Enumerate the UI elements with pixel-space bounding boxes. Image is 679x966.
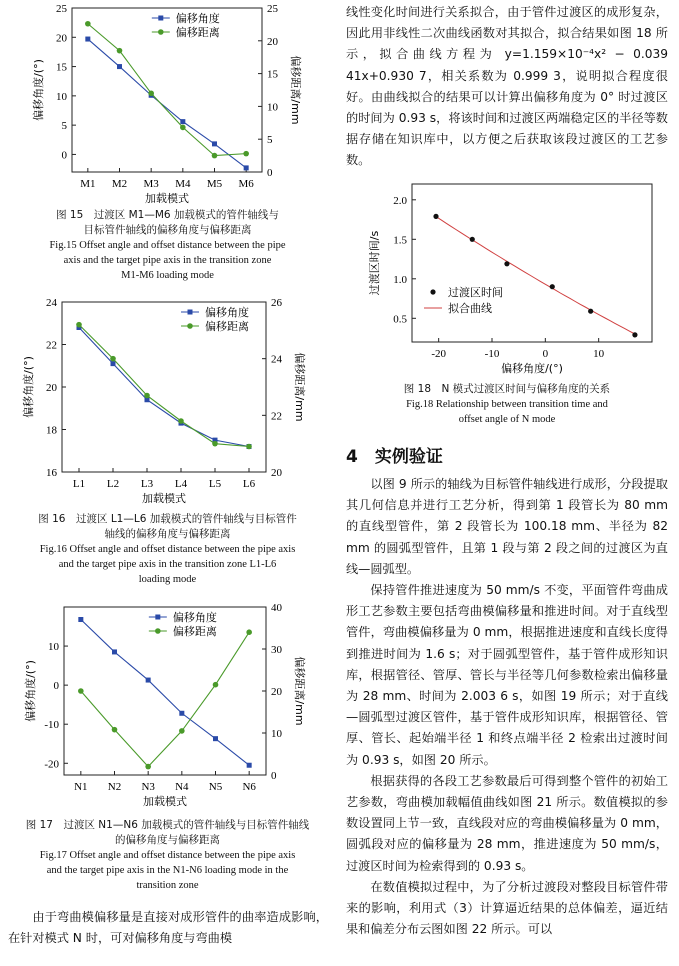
data-point-distance: [246, 444, 252, 450]
y-tick-label: 16: [46, 467, 57, 479]
data-point-distance: [145, 764, 151, 770]
x-tick-label: L1: [72, 478, 86, 490]
data-point-angle: [247, 763, 252, 768]
fig16-caption-en: Fig.16 Offset angle and offset distance between the pipe axis and the target pipe axis in the transition zone L1-L6 loading mode: [39, 544, 296, 585]
data-point: [588, 309, 593, 314]
legend-marker: [155, 628, 161, 634]
legend-label: 过渡区时间: [448, 286, 503, 299]
y2-tick-label: 40: [271, 602, 282, 614]
x-tick-label: N3: [141, 781, 155, 793]
x-tick-label: N2: [107, 781, 122, 793]
paragraph-1: 以图 9 所示的轴线为目标管件轴线进行成形，分段提取其几何信息并进行工艺分析，得到第 1 段管长为 80 mm 的直线型管件，第 2 段管长为 100.18 mm、半径为 82 mm 的圆弧型管件，且第 1 段与第 2 段之间的过渡区为直线—圆弧型。: [346, 477, 668, 576]
data-point-distance: [117, 48, 123, 54]
data-point-distance: [243, 151, 249, 157]
x-tick-label: L6: [242, 478, 256, 490]
y-axis-label: 偏移角度/(°): [24, 660, 37, 722]
fit-curve: [436, 217, 635, 334]
y-tick-label: 10: [56, 90, 67, 103]
series-line-2: [88, 24, 246, 156]
legend-label: 偏移距离: [205, 320, 249, 333]
y2-tick-label: 26: [271, 297, 282, 309]
fig18-chart: [360, 178, 660, 376]
left-bottom-text: 由于弯曲模偏移量是直接对成形管件的曲率造成影响，在针对模式 N 时，可对偏移角度与弯曲模: [8, 910, 328, 946]
fig17-plot: [0, 595, 335, 813]
data-point-angle: [78, 617, 83, 622]
y-tick-label: 22: [46, 339, 57, 352]
legend-marker: [158, 29, 164, 35]
legend-label: 拟合曲线: [448, 302, 492, 315]
section-heading: 4 实例验证: [346, 447, 443, 467]
x-tick-label: M5: [206, 178, 223, 190]
legend-label: 偏移距离: [175, 26, 220, 39]
data-point-distance: [212, 441, 218, 447]
y2-tick-label: 20: [271, 686, 282, 698]
data-point-distance: [144, 393, 150, 399]
paragraph-2: 保持管件推进速度为 50 mm/s 不变，平面管件弯曲成形工艺参数主要包括弯曲模偏移量和推进时间。对于直线型管件，弯曲模偏移量为 0 mm，根据推进速度和直线长度得到推进时间为 1.6 s；对于圆弧型管件，基于管件成形知识库，根据管径、管厚、管长与半径等几何参数检索出偏移量为 28 mm、时间为 2.003 6 s，如图 19 所示；对于直线—圆弧型过渡区管件，基于管件成形知识库，根据管径、管厚、管长、起始端半径 1 和终点端半径 2 检索出过渡时间为 0.93 s，如图 20 所示。: [346, 583, 668, 767]
fig16-caption-zh: 图 16 过渡区 L1—L6 加载模式的管件轴线与目标管件 轴线的偏移角度与偏移距离: [38, 513, 297, 540]
fig17-caption-en: Fig.17 Offset angle and offset distance between the pipe axis and the target pipe axis in the N1-N6 loading mode in the transition zone: [39, 850, 296, 891]
y2-axis-label: 偏移距离/mm: [293, 352, 306, 422]
legend-marker: [188, 310, 193, 315]
data-point-distance: [213, 682, 219, 688]
left-bottom-paragraph: [8, 907, 328, 949]
fig17-chart: [0, 595, 335, 813]
fig16-plot: [0, 292, 335, 510]
right-body: [346, 474, 668, 940]
fig15-chart: [0, 0, 335, 205]
y-tick-label: 25: [56, 3, 67, 15]
fig18-caption-en: Fig.18 Relationship between transition time and offset angle of N mode: [406, 399, 608, 425]
plot-frame: [412, 184, 652, 342]
y2-tick-label: 22: [271, 410, 282, 423]
data-point-angle: [213, 736, 218, 741]
fig18-plot: [360, 178, 660, 376]
x-tick-label: M1: [80, 178, 96, 190]
data-point-distance: [110, 356, 116, 362]
data-point: [433, 214, 438, 219]
y-tick-label: 20: [56, 32, 67, 45]
paragraph-3: 根据获得的各段工艺参数最后可得到整个管件的初始工艺参数，弯曲模加载幅值曲线如图 21 所示。数值模拟的参数设置同上节一致，直线段对应的弯曲模偏移量为 0 mm，圆弧段对应的偏移量为 28 mm，推进速度为 50 mm/s，过渡区时间为检索得到的 0.93 s。: [346, 773, 668, 873]
x-tick-label: L2: [106, 478, 120, 490]
y-tick-label: 20: [46, 382, 57, 394]
data-point-angle: [180, 119, 185, 124]
legend-marker: [158, 16, 163, 21]
legend-label: 偏移角度: [205, 306, 249, 319]
fig17-caption: [0, 818, 335, 893]
data-point-distance: [112, 727, 118, 733]
data-point: [504, 261, 509, 266]
fig15-caption-en: Fig.15 Offset angle and offset distance between the pipe axis and the target pipe axis in the transition zone M1-M6 loading mode: [49, 240, 286, 281]
x-tick-label: M2: [111, 178, 128, 190]
data-point-angle: [111, 361, 116, 366]
paragraph-4: 在数值模拟过程中，为了分析过渡段对整段目标管件带来的影响，利用式（3）计算逼近结果的总体偏差，逼近结果和偏差分布云图如图 22 所示。可以: [346, 879, 668, 937]
x-tick-label: -20: [431, 348, 447, 360]
x-tick-label: M6: [238, 178, 254, 190]
x-tick-label: L4: [174, 478, 188, 490]
x-tick-label: M4: [175, 178, 191, 190]
x-tick-label: -10: [484, 348, 500, 360]
y2-tick-label: 24: [271, 353, 282, 366]
series-line-1: [79, 328, 249, 447]
data-point-distance: [246, 629, 252, 635]
fig18-caption: [346, 382, 668, 427]
y2-tick-label: 10: [271, 728, 282, 740]
series-line-1: [88, 39, 246, 168]
fig15-caption: [0, 208, 335, 283]
y-tick-label: 0.5: [393, 313, 407, 326]
data-point-distance: [212, 153, 218, 159]
y2-tick-label: 0: [271, 770, 277, 782]
legend-marker: [430, 289, 435, 294]
x-tick-label: N5: [208, 781, 223, 793]
series-line-1: [81, 620, 249, 766]
y-tick-label: 10: [48, 641, 59, 654]
y-tick-label: 18: [46, 424, 57, 437]
x-axis-label: 加载模式: [145, 192, 189, 205]
data-point: [470, 237, 475, 242]
legend-label: 偏移角度: [175, 12, 220, 25]
series-line-2: [81, 632, 249, 766]
y2-axis-label: 偏移距离/mm: [289, 55, 302, 125]
y2-tick-label: 5: [267, 134, 273, 147]
x-axis-label: 加载模式: [142, 492, 186, 505]
x-tick-label: 10: [593, 348, 605, 360]
x-tick-label: L5: [208, 478, 222, 490]
y2-tick-label: 30: [271, 644, 282, 656]
y2-axis-label: 偏移距离/mm: [293, 656, 306, 726]
y-axis-label: 偏移角度/(°): [22, 356, 35, 418]
x-tick-label: M3: [143, 178, 159, 190]
y2-tick-label: 0: [267, 167, 273, 179]
y-tick-label: 1.5: [393, 234, 407, 247]
x-tick-label: 0: [542, 348, 549, 360]
fig16-caption: [0, 512, 335, 587]
y-tick-label: -20: [44, 758, 59, 771]
data-point-distance: [179, 728, 185, 734]
x-tick-label: N4: [175, 781, 189, 793]
y-axis-label: 偏移角度/(°): [32, 59, 45, 121]
legend-label: 偏移距离: [172, 625, 217, 638]
right-top-paragraph: [346, 2, 668, 172]
data-point-distance: [180, 125, 186, 131]
y-tick-label: 1.0: [393, 273, 407, 286]
x-axis-label: 偏移角度/(°): [501, 362, 563, 375]
y2-tick-label: 20: [271, 467, 282, 479]
fig17-caption-zh: 图 17 过渡区 N1—N6 加载模式的管件轴线与目标管件轴线 的偏移角度与偏移距离: [25, 819, 310, 846]
data-point-distance: [85, 21, 91, 27]
series-line-2: [79, 325, 249, 447]
data-point-distance: [148, 90, 154, 96]
y-tick-label: -10: [44, 719, 59, 732]
y-tick-label: 2.0: [393, 194, 407, 207]
y2-tick-label: 25: [267, 3, 278, 15]
data-point-angle: [146, 678, 151, 683]
fig15-plot: [0, 0, 335, 205]
data-point-distance: [78, 688, 84, 694]
data-point-distance: [178, 418, 184, 424]
y2-tick-label: 15: [267, 68, 278, 81]
plot-frame: [72, 8, 262, 172]
y-tick-label: 0: [53, 680, 59, 693]
fig18-caption-zh: 图 18 N 模式过渡区时间与偏移角度的关系: [403, 383, 611, 395]
y-tick-label: 24: [46, 297, 57, 309]
fig16-chart: [0, 292, 335, 510]
y2-tick-label: 10: [267, 101, 278, 114]
legend-marker: [155, 615, 160, 620]
x-tick-label: N6: [242, 781, 256, 793]
right-top-text: 线性变化时间进行关系拟合，由于管件过渡区的成形复杂，因此用非线性二次曲线函数对其拟合，拟合结果如图 18 所示，拟合曲线方程为 y=1.159×10⁻⁴x² − 0.039 41x+0.930 7，相关系数为 0.999 3，说明拟合程度很好。由曲线拟合的结果可以计算出偏移角度为 0° 时过渡区的时间为 0.93 s，将该时间和过渡区两端稳定区的半径等数据存储在知识库中，以方便之后获取该段过渡区的工艺参数。: [346, 5, 668, 168]
data-point-angle: [179, 711, 184, 716]
legend-marker: [187, 323, 193, 329]
data-point-angle: [85, 37, 90, 42]
data-point-distance: [76, 322, 82, 328]
y-tick-label: 15: [56, 61, 67, 74]
data-point: [550, 284, 555, 289]
y-axis-label: 过渡区时间/s: [368, 230, 381, 296]
x-tick-label: L3: [140, 478, 154, 490]
data-point: [632, 332, 637, 337]
x-tick-label: N1: [74, 781, 88, 793]
y2-tick-label: 20: [267, 35, 278, 48]
y-tick-label: 5: [61, 120, 67, 133]
data-point-angle: [117, 64, 122, 69]
data-point-angle: [244, 165, 249, 170]
fig15-caption-zh: 图 15 过渡区 M1—M6 加载模式的管件轴线与 目标管件轴线的偏移角度与偏移距离: [56, 209, 279, 236]
data-point-angle: [212, 141, 217, 146]
y-tick-label: 0: [61, 149, 67, 162]
x-axis-label: 加载模式: [143, 795, 187, 808]
data-point-angle: [112, 649, 117, 654]
legend-label: 偏移角度: [172, 611, 217, 624]
